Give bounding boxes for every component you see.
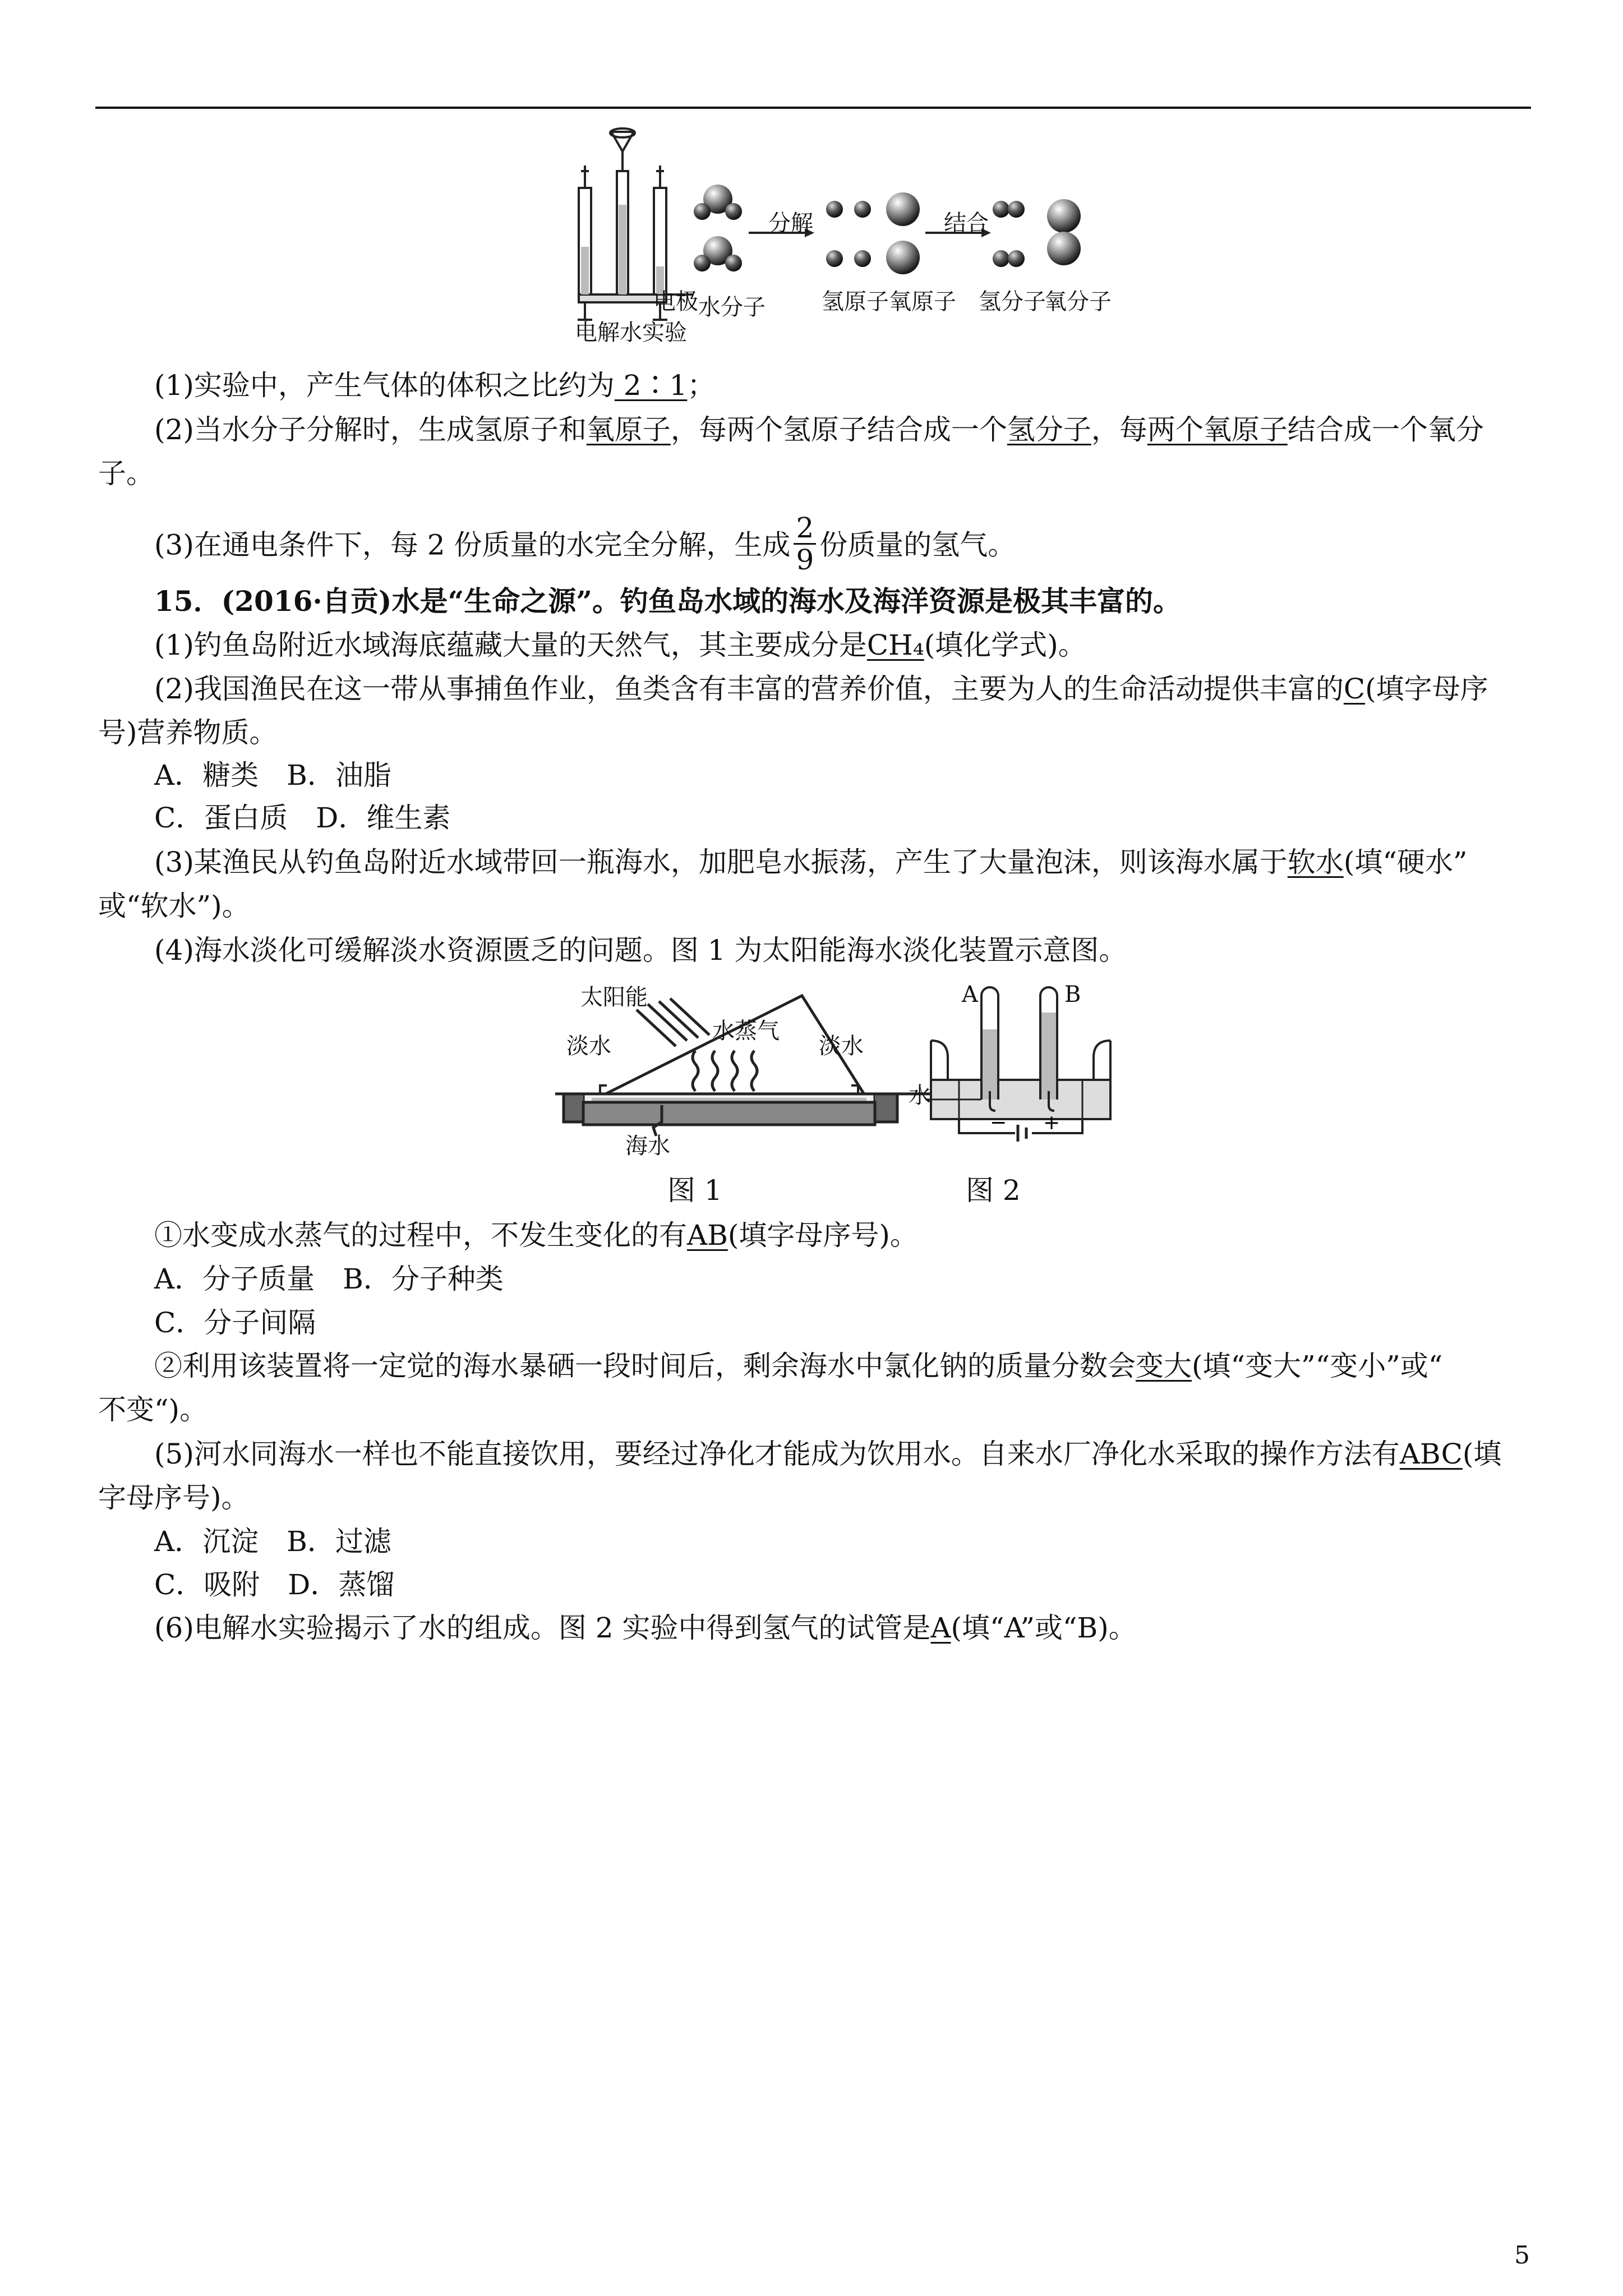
q15-answer1: CH₄ — [866, 629, 924, 661]
q15-part5-optC: C．吸附 D．蒸馏 — [154, 1568, 395, 1601]
fig1-steam-label: 水蒸气 — [712, 1018, 780, 1044]
decompose-label: 分解 — [768, 210, 813, 236]
q15-part3-cont: 或“软水”)。 — [98, 890, 250, 922]
product-molecules-group — [993, 199, 1081, 267]
q14-answer2a: 氧原子 — [586, 413, 671, 446]
figure2-electrolysis — [925, 979, 1150, 1164]
q14-part2-cont: 子。 — [98, 457, 154, 490]
water-molecule-group — [694, 185, 742, 272]
q15-sub1-optA: A．分子质量 B．分子种类 — [154, 1263, 504, 1295]
q15-sub1-optC: C．分子间隔 — [154, 1306, 316, 1339]
q15-answer6: A — [930, 1612, 951, 1644]
q15-part2-cont: 号)营养物质。 — [98, 716, 278, 749]
fig2-a-label: A — [962, 982, 978, 1007]
atoms-group — [826, 192, 920, 274]
q15-stem: 15．(2016·自贡)水是“生命之源”。钓鱼岛水域的海水及海洋资源是极其丰富的。 — [154, 585, 1181, 618]
q14-answer2c: 两个氧原子 — [1147, 413, 1288, 446]
minus-sign: − — [990, 1111, 1007, 1134]
fig2-b-label: B — [1064, 982, 1081, 1007]
water-molecule-label: 水分子 — [698, 295, 766, 320]
plus-sign: + — [1043, 1111, 1061, 1134]
q15-answer-s2: 变大 — [1136, 1350, 1192, 1382]
q14-part1: (1)实验中，产生气体的体积之比约为 2∶1； — [154, 369, 716, 402]
fraction: $\frac{2}{9}$ — [794, 513, 816, 575]
q15-part6: (6)电解水实验揭示了水的组成。图 2 实验中得到氢气的试管是A(填“A”或“B)。 — [154, 1612, 1137, 1644]
q15-part3: (3)某渔民从钓鱼岛附近水域带回一瓶海水，加肥皂水振荡，产生了大量泡沫，则该海水属于软水(填“硬水” — [154, 846, 1468, 878]
q14-answer2b: 氢分子 — [1007, 413, 1091, 446]
h-atom-label: 氢原子 — [822, 289, 889, 315]
q15-answer3: 软水 — [1287, 846, 1344, 878]
fig2-water-label: 水 — [909, 1083, 931, 1108]
q15-answer5: ABC — [1399, 1438, 1463, 1470]
electrolysis-diagram — [555, 126, 1116, 351]
q14-answer1: 2∶1 — [614, 369, 688, 402]
fig1-caption: 图 1 — [667, 1174, 722, 1207]
q15-sub2: ②利用该装置将一定觉的海水暴硒一段时间后，剩余海水中氯化钠的质量分数会变大(填“变大”“变小”或“ — [154, 1350, 1443, 1382]
fig1-sun-label: 太阳能 — [580, 984, 648, 1010]
q15-part5-optA: A．沉淀 B．过滤 — [154, 1525, 391, 1558]
q15-answer2: C — [1343, 673, 1366, 705]
header-rule — [95, 107, 1531, 109]
electrode-label: 电极 — [653, 289, 698, 315]
q15-part2-optA: A．糖类 B．油脂 — [154, 759, 391, 792]
o-atom-label: 氧原子 — [889, 289, 956, 315]
q15-answer-s1: AB — [687, 1219, 728, 1251]
fig1-sea-label: 海水 — [625, 1133, 670, 1159]
q15-sub2-cont: 不变“)。 — [98, 1393, 208, 1426]
q15-part5: (5)河水同海水一样也不能直接饮用，要经过净化才能成为饮用水。自来水厂净化水采取的操作方法有ABC(填 — [154, 1438, 1502, 1470]
q14-part2: (2)当水分子分解时，生成氢原子和氧原子，每两个氢原子结合成一个氢分子，每两个氧原子结合成一个氧分 — [154, 413, 1484, 446]
q15-part5-cont: 字母序号)。 — [98, 1481, 250, 1514]
fig1-fresh-left-label: 淡水 — [566, 1033, 611, 1059]
q14-part3: (3)在通电条件下，每 2 份质量的水完全分解，生成 $\frac{2}{9}$ 份质量的氢气。 — [154, 512, 1016, 576]
q15-part1: (1)钓鱼岛附近水域海底蕴藏大量的天然气，其主要成分是CH₄(填化学式)。 — [154, 629, 1086, 661]
h-molecule-label: 氢分子 — [979, 289, 1046, 315]
o-molecule-label: 氧分子 — [1044, 289, 1112, 315]
experiment-label: 电解水实验 — [575, 320, 687, 346]
combine-label: 结合 — [944, 210, 989, 236]
q15-sub1: ①水变成水蒸气的过程中，不发生变化的有AB(填字母序号)。 — [154, 1219, 918, 1251]
page-number: 5 — [1514, 2241, 1530, 2270]
q15-part2: (2)我国渔民在这一带从事捕鱼作业，鱼类含有丰富的营养价值，主要为人的生命活动提供丰富的C(填字母序 — [154, 673, 1488, 705]
fig2-caption: 图 2 — [966, 1174, 1021, 1207]
fig1-fresh-right-label: 淡水 — [819, 1033, 864, 1059]
q15-part2-optC: C．蛋白质 D．维生素 — [154, 802, 451, 834]
q15-part4: (4)海水淡化可缓解淡水资源匮乏的问题。图 1 为太阳能海水淡化装置示意图。 — [154, 934, 1127, 967]
